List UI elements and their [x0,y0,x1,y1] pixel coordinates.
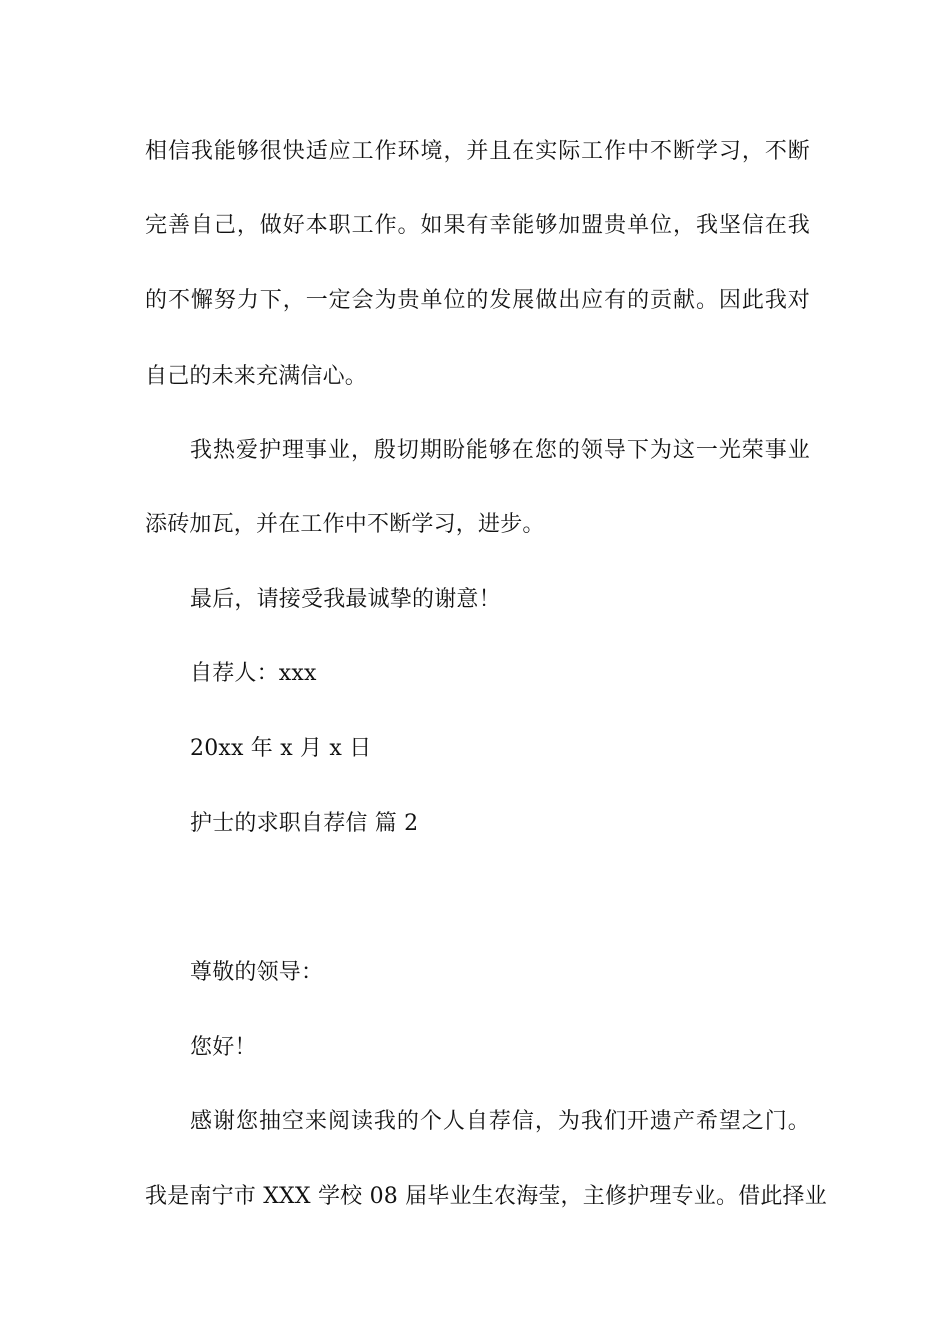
paragraph-line: 我热爱护理事业，殷切期盼能够在您的领导下为这一光荣事业 [190,438,810,463]
paragraph-line: 的不懈努力下，一定会为贵单位的发展做出应有的贡献。因此我对 [145,288,810,313]
paragraph-line: 感谢您抽空来阅读我的个人自荐信，为我们开遗产希望之门。 [190,1109,810,1134]
paragraph-line: 添砖加瓦，并在工作中不断学习，进步。 [145,512,545,537]
paragraph-line: 我是南宁市 XXX 学校 08 届毕业生农海莹，主修护理专业。借此择业 [145,1184,827,1209]
paragraph-line: 完善自己，做好本职工作。如果有幸能够加盟贵单位，我坚信在我 [145,213,810,238]
greeting-line: 您好！ [190,1035,257,1060]
closing-line: 最后，请接受我最诚挚的谢意！ [190,587,501,612]
paragraph-line: 自己的未来充满信心。 [145,364,368,389]
date-line: 20xx 年 x 月 x 日 [190,736,372,761]
section-title: 护士的求职自荐信 篇 2 [190,811,419,836]
signature-line: 自荐人：xxx [190,661,317,686]
salutation-line: 尊敬的领导： [190,960,324,985]
paragraph-line: 相信我能够很快适应工作环境，并且在实际工作中不断学习，不断 [145,139,810,164]
